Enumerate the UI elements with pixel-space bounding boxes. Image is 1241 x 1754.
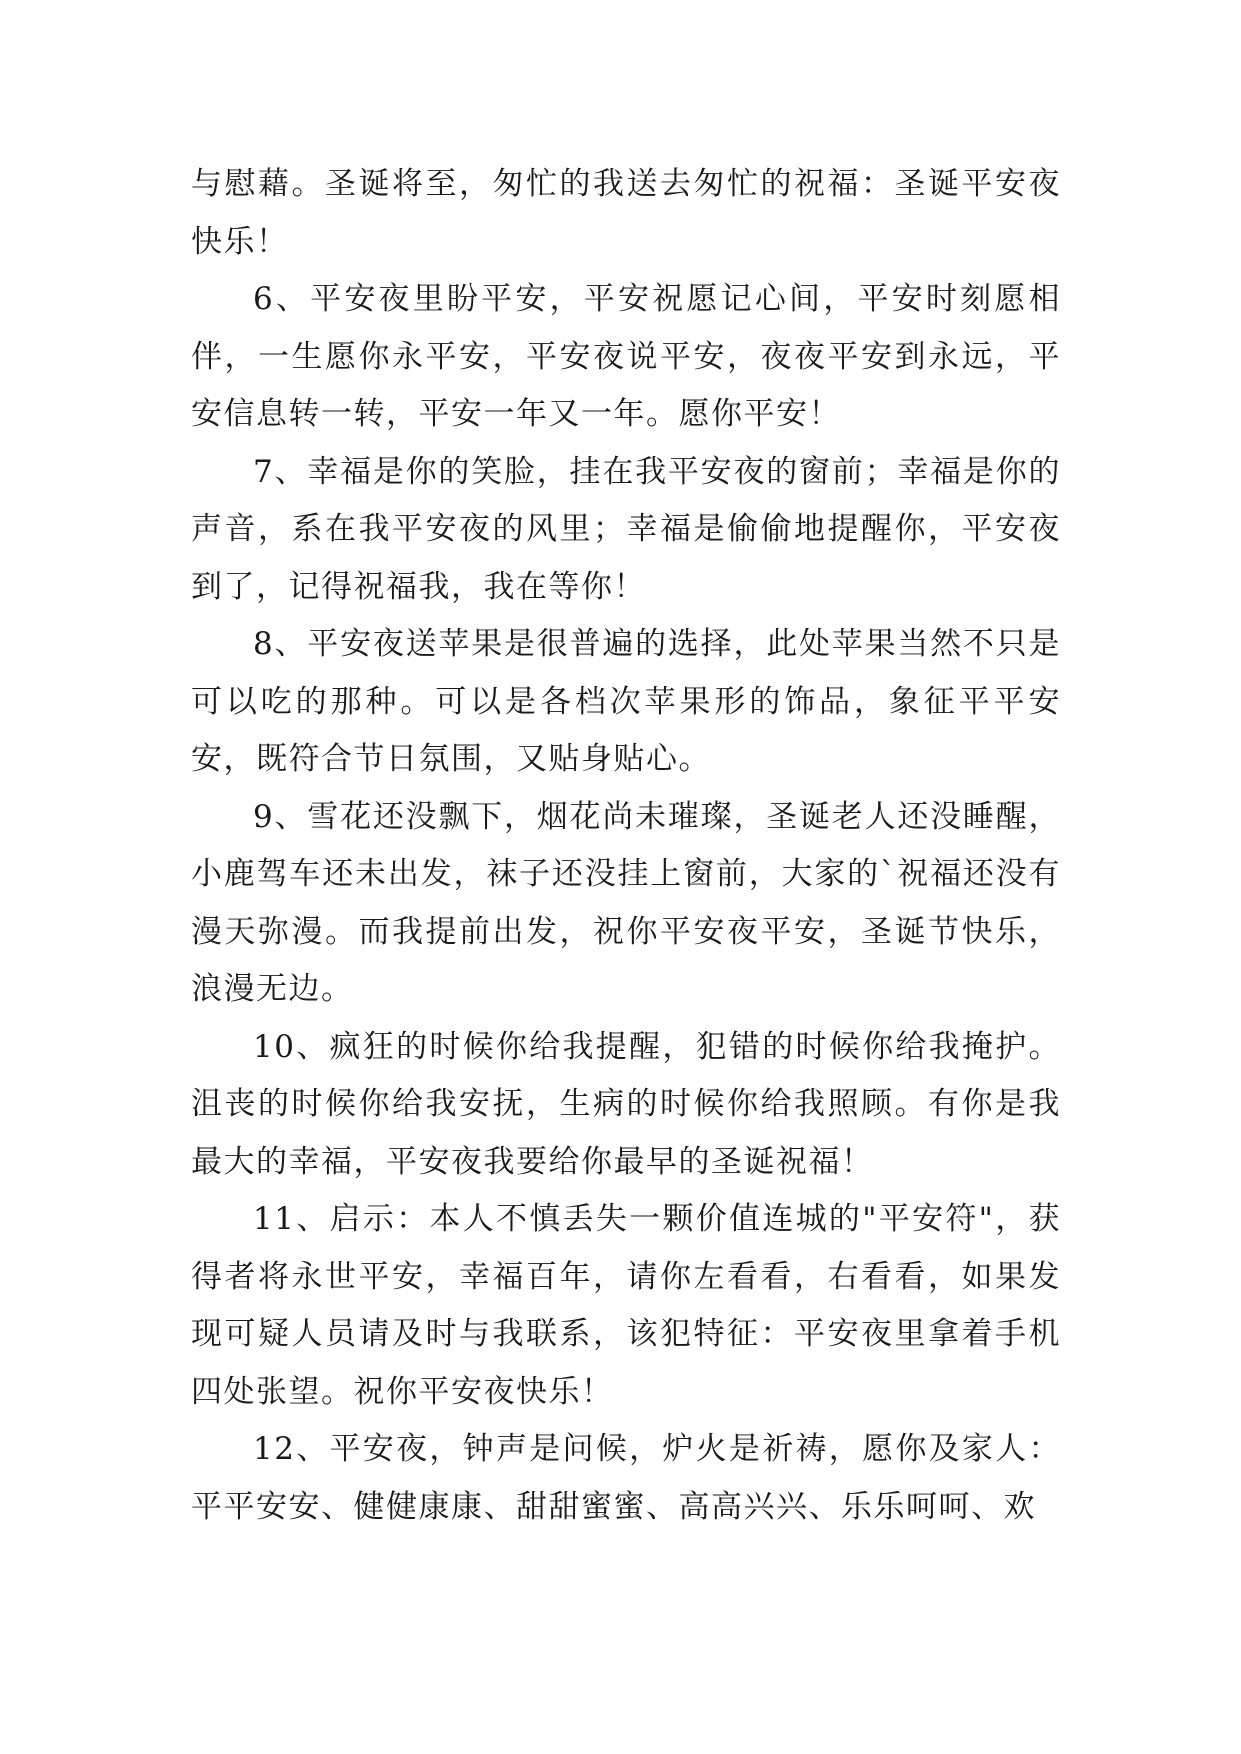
paragraph-10: 10、疯狂的时候你给我提醒，犯错的时候你给我掩护。沮丧的时候你给我安抚，生病的时候你给我照顾。有你是我最大的幸福，平安夜我要给你最早的圣诞祝福！ <box>191 1028 1061 1180</box>
paragraph-8: 8、平安夜送苹果是很普遍的选择，此处苹果当然不只是可以吃的那种。可以是各档次苹果形的饰品，象征平平安安，既符合节日氛围，又贴身贴心。 <box>191 626 1061 777</box>
paragraph-5-continued: 与慰藉。圣诞将至，匆忙的我送去匆忙的祝福：圣诞平安夜快乐！ <box>191 166 1061 260</box>
paragraph-7: 7、幸福是你的笑脸，挂在我平安夜的窗前；幸福是你的声音，系在我平安夜的风里；幸福是偷偷地提醒你，平安夜到了，记得祝福我，我在等你！ <box>191 453 1061 605</box>
document-body <box>191 156 1061 1536</box>
paragraph-11: 11、启示：本人不慎丢失一颗价值连城的"平安符"，获得者将永世平安，幸福百年，请你左看看，右看看，如果发现可疑人员请及时与我联系，该犯特征：平安夜里拿着手机四处张望。祝你平安夜快乐！ <box>191 1201 1061 1410</box>
paragraph-6: 6、平安夜里盼平安，平安祝愿记心间，平安时刻愿相伴，一生愿你永平安，平安夜说平安，夜夜平安到永远，平安信息转一转，平安一年又一年。愿你平安！ <box>191 281 1061 432</box>
paragraph-12: 12、平安夜，钟声是问候，炉火是祈祷，愿你及家人：平平安安、健健康康、甜甜蜜蜜、高高兴兴、乐乐呵呵、欢 <box>191 1431 1061 1525</box>
paragraph-9: 9、雪花还没飘下，烟花尚未璀璨，圣诞老人还没睡醒，小鹿驾车还未出发，袜子还没挂上窗前，大家的`祝福还没有漫天弥漫。而我提前出发，祝你平安夜平安，圣诞节快乐，浪漫无边。 <box>191 798 1061 1007</box>
